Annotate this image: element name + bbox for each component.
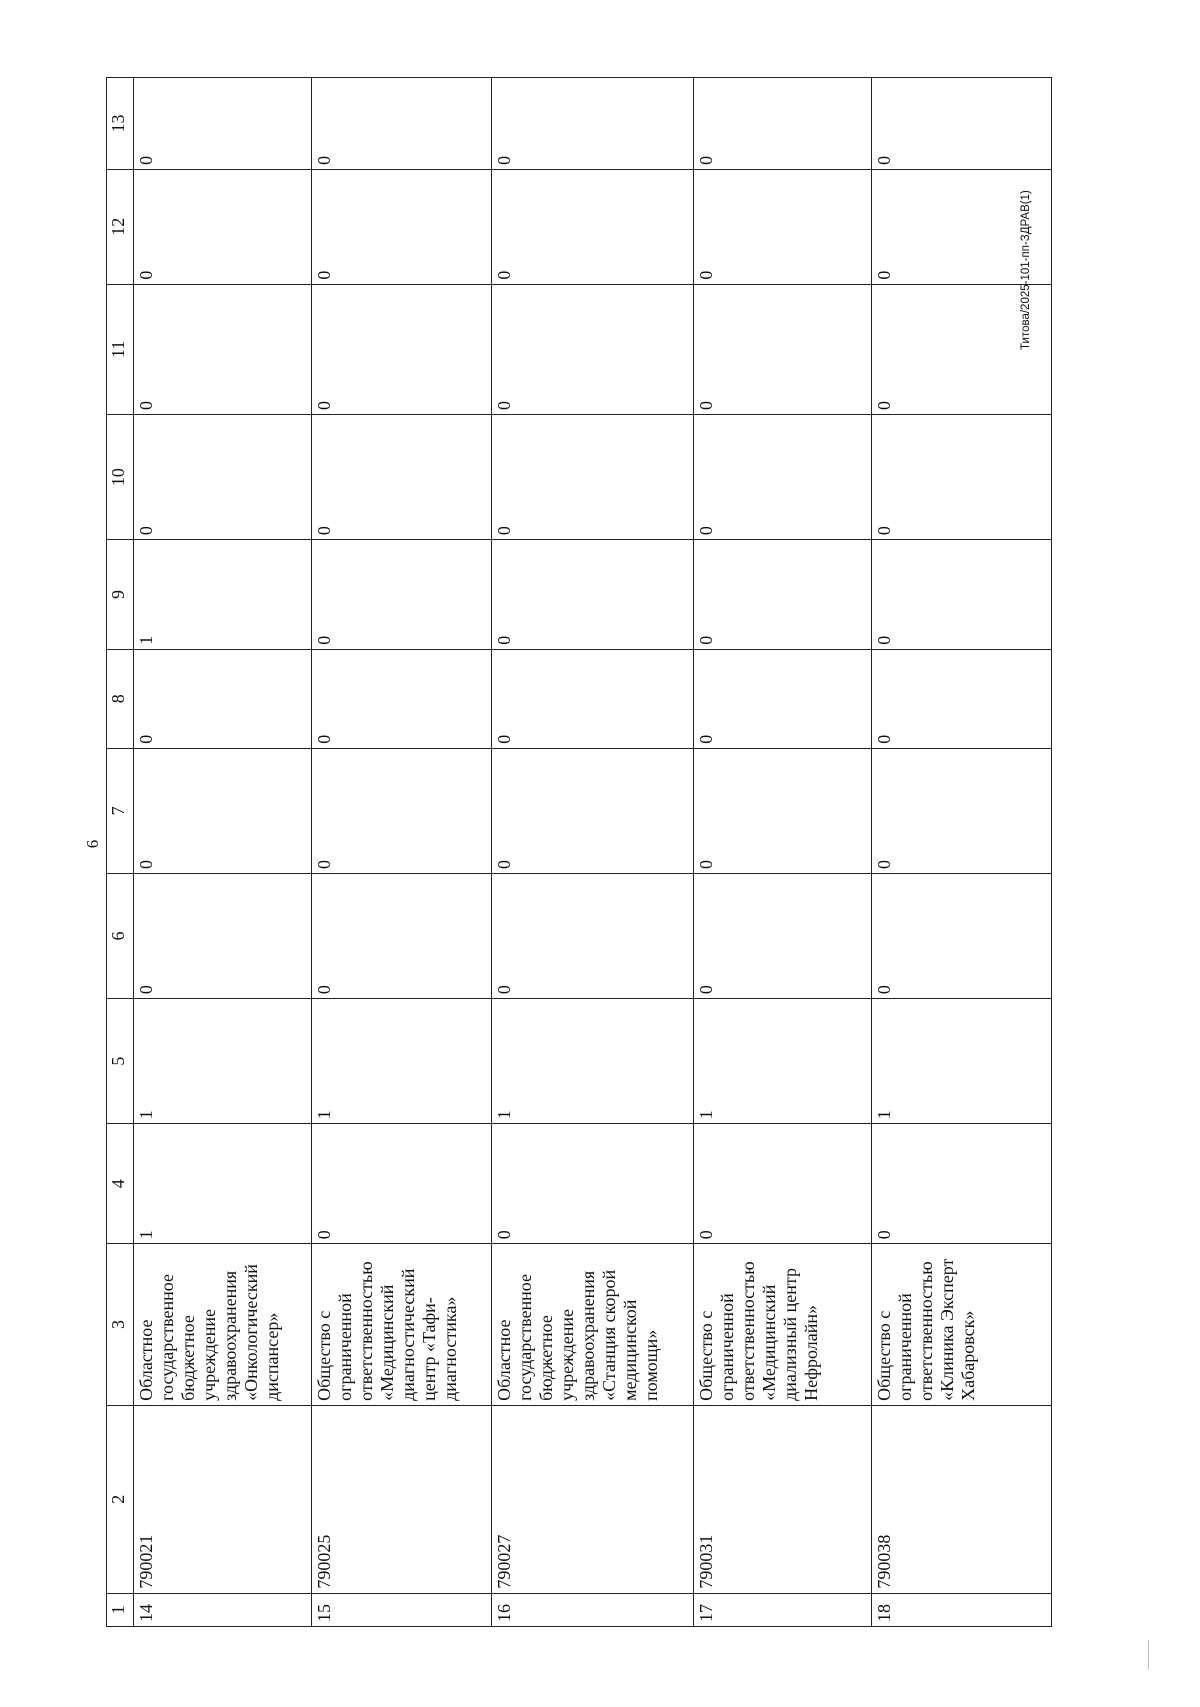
org-code: 790021 — [134, 1405, 312, 1593]
column-header: 3 — [107, 1244, 134, 1406]
value-cell: 0 — [312, 649, 492, 748]
value-cell: 0 — [694, 1124, 872, 1244]
org-code: 790027 — [492, 1405, 694, 1593]
row-number: 18 — [872, 1593, 1052, 1626]
value-cell: 0 — [872, 284, 1052, 414]
table-row — [694, 78, 872, 1627]
column-header: 6 — [107, 873, 134, 998]
column-header: 5 — [107, 999, 134, 1124]
table-header-row — [107, 78, 134, 1627]
row-number: 16 — [492, 1593, 694, 1626]
value-cell: 0 — [312, 873, 492, 998]
row-number: 14 — [134, 1593, 312, 1626]
row-number: 17 — [694, 1593, 872, 1626]
value-cell: 0 — [694, 540, 872, 650]
value-cell: 0 — [872, 1124, 1052, 1244]
value-cell: 0 — [492, 169, 694, 284]
value-cell: 0 — [312, 1124, 492, 1244]
org-name: Общество с ограниченной ответственностью «Медицинский диализный центр Нефролайн» — [694, 1244, 872, 1406]
column-header: 1 — [107, 1593, 134, 1626]
column-header: 4 — [107, 1124, 134, 1244]
table-row — [312, 78, 492, 1627]
org-name: Областное государственное бюджетное учреждение здравоохранения «Онкологический диспансер» — [134, 1244, 312, 1406]
value-cell: 1 — [134, 999, 312, 1124]
data-table-rotated — [106, 77, 1050, 1627]
org-code: 790025 — [312, 1405, 492, 1593]
value-cell: 0 — [312, 169, 492, 284]
value-cell: 0 — [694, 748, 872, 873]
document-footer-code: Титова/2025-101-пп-ЗДРАВ(1) — [1020, 190, 1032, 350]
value-cell: 0 — [694, 78, 872, 170]
value-cell: 1 — [492, 999, 694, 1124]
org-name: Областное государственное бюджетное учреждение здравоохранения «Станция скорой медицинской помощи» — [492, 1244, 694, 1406]
column-header: 9 — [107, 540, 134, 650]
value-cell: 1 — [134, 540, 312, 650]
value-cell: 0 — [492, 1124, 694, 1244]
value-cell: 0 — [492, 873, 694, 998]
table-row — [134, 78, 312, 1627]
column-header: 10 — [107, 415, 134, 540]
value-cell: 0 — [134, 873, 312, 998]
column-header: 8 — [107, 649, 134, 748]
column-header: 13 — [107, 78, 134, 170]
value-cell: 0 — [134, 169, 312, 284]
value-cell: 0 — [492, 78, 694, 170]
table-row — [872, 78, 1052, 1627]
org-code: 790038 — [872, 1405, 1052, 1593]
row-number: 15 — [312, 1593, 492, 1626]
value-cell: 0 — [492, 748, 694, 873]
value-cell: 0 — [872, 415, 1052, 540]
value-cell: 1 — [134, 1124, 312, 1244]
value-cell: 0 — [312, 415, 492, 540]
value-cell: 0 — [312, 284, 492, 414]
org-name: Общество с ограниченной ответственностью «Клиника Эксперт Хабаровск» — [872, 1244, 1052, 1406]
value-cell: 0 — [134, 748, 312, 873]
value-cell: 1 — [312, 999, 492, 1124]
value-cell: 0 — [312, 540, 492, 650]
column-header: 11 — [107, 284, 134, 414]
value-cell: 0 — [492, 649, 694, 748]
table-row — [492, 78, 694, 1627]
value-cell: 1 — [694, 999, 872, 1124]
page-number: 6 — [83, 839, 102, 849]
column-header: 2 — [107, 1405, 134, 1593]
value-cell: 0 — [872, 540, 1052, 650]
value-cell: 0 — [872, 78, 1052, 170]
value-cell: 0 — [694, 873, 872, 998]
column-header: 12 — [107, 169, 134, 284]
value-cell: 0 — [694, 649, 872, 748]
value-cell: 0 — [134, 78, 312, 170]
column-header: 7 — [107, 748, 134, 873]
value-cell: 0 — [134, 415, 312, 540]
value-cell: 0 — [492, 540, 694, 650]
value-cell: 0 — [872, 873, 1052, 998]
data-table — [106, 77, 1052, 1627]
org-name: Общество с ограниченной ответственностью «Медицинский диагностический центр «Тафи-диагностика» — [312, 1244, 492, 1406]
value-cell: 0 — [694, 284, 872, 414]
value-cell: 0 — [872, 649, 1052, 748]
value-cell: 0 — [694, 169, 872, 284]
scan-edge-mark — [1148, 1640, 1149, 1670]
value-cell: 0 — [134, 649, 312, 748]
value-cell: 0 — [872, 748, 1052, 873]
value-cell: 0 — [694, 415, 872, 540]
value-cell: 0 — [134, 284, 312, 414]
value-cell: 0 — [492, 415, 694, 540]
value-cell: 0 — [872, 169, 1052, 284]
value-cell: 0 — [312, 748, 492, 873]
org-code: 790031 — [694, 1405, 872, 1593]
value-cell: 1 — [872, 999, 1052, 1124]
value-cell: 0 — [312, 78, 492, 170]
value-cell: 0 — [492, 284, 694, 414]
